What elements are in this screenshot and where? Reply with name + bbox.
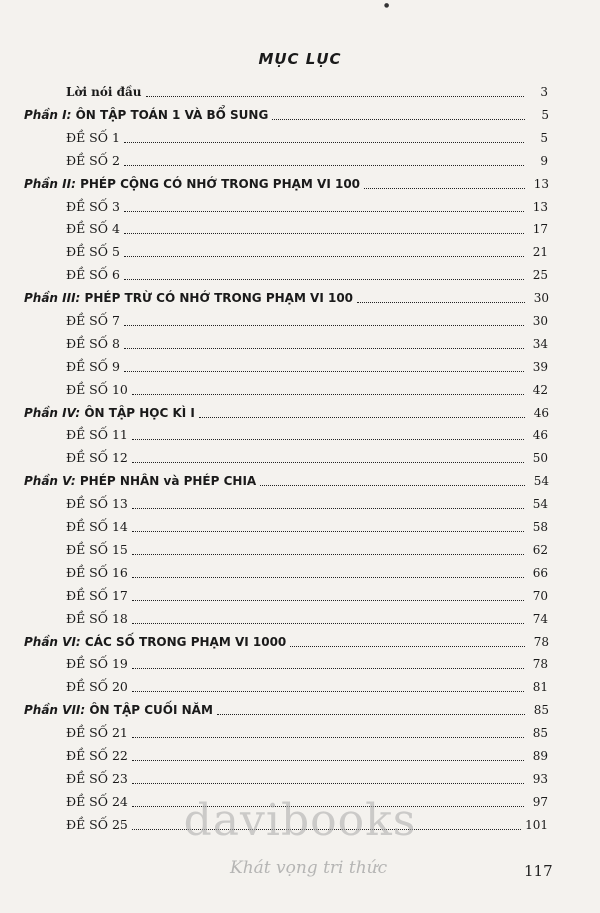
toc-section-prefix: Phần VII: <box>24 703 86 717</box>
toc-entry-label <box>66 128 120 148</box>
toc-entry-page: 9 <box>540 154 548 168</box>
dot-leader <box>132 691 524 692</box>
toc-section-text: ÔN TẬP HỌC KÌ I <box>84 406 195 420</box>
toc-entry-text: ĐỀ SỐ 12 <box>66 450 128 465</box>
toc-entry-label <box>66 563 128 583</box>
toc-entry-label <box>66 334 120 354</box>
toc-entry <box>66 677 548 697</box>
dot-leader <box>132 623 524 624</box>
toc-section-text: ÔN TẬP CUỐI NĂM <box>89 703 213 717</box>
toc-entry-text: ĐỀ SỐ 15 <box>66 542 128 557</box>
toc-entry-page: 97 <box>532 795 548 809</box>
toc-entry-text: ĐỀ SỐ 20 <box>66 679 128 694</box>
toc-section-text: PHÉP CỘNG CÓ NHỚ TRONG PHẠM VI 100 <box>80 177 361 191</box>
toc-entry-label <box>66 540 128 560</box>
toc-section <box>24 471 549 491</box>
toc-section-label <box>24 471 256 491</box>
toc-entry-text: ĐỀ SỐ 9 <box>66 359 120 374</box>
toc-entry <box>66 242 548 262</box>
toc-entry <box>66 563 548 583</box>
watermark-brand: davibooks <box>183 795 417 846</box>
dot-leader <box>124 165 524 166</box>
toc-entry-label <box>66 746 128 766</box>
toc-entry-label <box>66 448 128 468</box>
toc-intro-label <box>66 82 142 102</box>
toc-entry-page: 46 <box>532 428 548 442</box>
toc-entry-text: ĐỀ SỐ 19 <box>66 656 128 671</box>
toc-entry-page: 62 <box>532 543 548 557</box>
dot-leader <box>132 737 524 738</box>
toc-entry-text: ĐỀ SỐ 10 <box>66 382 128 397</box>
toc-entry-text: ĐỀ SỐ 8 <box>66 336 120 351</box>
toc-entry-text: ĐỀ SỐ 16 <box>66 565 128 580</box>
toc-entry-page: 81 <box>532 680 548 694</box>
toc-entry <box>66 265 548 285</box>
dot-leader <box>132 508 524 509</box>
toc-entry-label <box>66 265 120 285</box>
toc-section-page: 30 <box>533 291 549 305</box>
dot-leader <box>272 119 525 120</box>
toc-section-label <box>24 403 195 423</box>
toc-entry-text: ĐỀ SỐ 6 <box>66 267 120 282</box>
toc-entry <box>66 380 548 400</box>
dot-leader <box>124 211 524 212</box>
toc-entry <box>66 609 548 629</box>
dot-leader <box>124 256 524 257</box>
toc-entry <box>66 128 548 148</box>
toc-entry <box>66 151 548 171</box>
toc-section <box>24 632 549 652</box>
toc-section-text: PHÉP NHÂN và PHÉP CHIA <box>79 474 257 488</box>
dot-leader <box>124 279 524 280</box>
dot-leader <box>132 531 524 532</box>
page-title: MỤC LỤC <box>258 50 342 68</box>
toc-section-label <box>24 174 360 194</box>
toc-entry-label <box>66 723 128 743</box>
toc-entry-text: ĐỀ SỐ 7 <box>66 313 120 328</box>
toc-entry <box>66 494 548 514</box>
toc-entry-label <box>66 677 128 697</box>
dot-leader <box>132 577 524 578</box>
toc-entry-label <box>66 792 128 812</box>
toc-section-page: 5 <box>541 108 549 122</box>
toc-entry-text: ĐỀ SỐ 23 <box>66 771 128 786</box>
toc-entry-page: 34 <box>532 337 548 351</box>
dot-leader <box>199 417 525 418</box>
toc-entry-page: 93 <box>532 772 548 786</box>
toc-entry-page: 70 <box>532 589 548 603</box>
toc-entry-page: 21 <box>532 245 548 259</box>
toc-entry-label <box>66 311 120 331</box>
toc-entry-page: 50 <box>532 451 548 465</box>
toc-intro-page: 3 <box>540 85 548 99</box>
dot-leader <box>132 783 524 784</box>
toc-entry <box>66 334 548 354</box>
toc-entry-text: ĐỀ SỐ 3 <box>66 199 120 214</box>
toc-entry-page: 78 <box>532 657 548 671</box>
toc-entry-text: ĐỀ SỐ 14 <box>66 519 128 534</box>
toc-entry-label <box>66 517 128 537</box>
toc-entry <box>66 357 548 377</box>
toc-section-text: ÔN TẬP TOÁN 1 VÀ BỔ SUNG <box>75 108 269 122</box>
toc-section-text: PHÉP TRỪ CÓ NHỚ TRONG PHẠM VI 100 <box>84 291 354 305</box>
toc-section-prefix: Phần IV: <box>24 406 81 420</box>
dot-leader <box>260 485 525 486</box>
toc-entry <box>66 769 548 789</box>
toc-entry-text: ĐỀ SỐ 17 <box>66 588 128 603</box>
toc-entry-label <box>66 151 120 171</box>
toc-section-label <box>24 632 286 652</box>
toc-section-label <box>24 700 213 720</box>
toc-entry-page: 17 <box>532 222 548 236</box>
dot-leader <box>290 646 525 647</box>
toc-entry <box>66 746 548 766</box>
toc-entry-page: 5 <box>540 131 548 145</box>
toc-entry <box>66 448 548 468</box>
toc-entry-page: 66 <box>532 566 548 580</box>
toc-entry <box>66 654 548 674</box>
toc-entry-page: 42 <box>532 383 548 397</box>
toc-section-page: 13 <box>533 177 549 191</box>
toc-entry-page: 74 <box>532 612 548 626</box>
toc-entry-text: ĐỀ SỐ 24 <box>66 794 128 809</box>
dot-leader <box>124 371 524 372</box>
toc-entry-text: ĐỀ SỐ 22 <box>66 748 128 763</box>
toc-entry-page: 13 <box>532 200 548 214</box>
toc-section-page: 78 <box>533 635 549 649</box>
toc-entry-text: ĐỀ SỐ 21 <box>66 725 128 740</box>
toc-entry-label <box>66 654 128 674</box>
toc-entry-page: 30 <box>532 314 548 328</box>
toc-entry-page: 39 <box>532 360 548 374</box>
toc-entry-text: ĐỀ SỐ 2 <box>66 153 120 168</box>
toc-entry <box>66 219 548 239</box>
toc-entry-label <box>66 380 128 400</box>
toc-entry-page: 85 <box>532 726 548 740</box>
toc-section <box>24 288 549 308</box>
toc-section-prefix: Phần III: <box>24 291 81 305</box>
dot-leader <box>132 760 524 761</box>
toc-intro <box>66 82 548 102</box>
dot-leader <box>132 668 524 669</box>
toc-entry-text: ĐỀ SỐ 18 <box>66 611 128 626</box>
toc-section-page: 85 <box>533 703 549 717</box>
toc-entry-text: ĐỀ SỐ 1 <box>66 130 120 145</box>
toc-entry-label <box>66 197 120 217</box>
toc-intro-text: Lời nói đầu <box>66 85 142 99</box>
dot-leader <box>357 302 525 303</box>
toc-entry-text: ĐỀ SỐ 11 <box>66 427 128 442</box>
toc-entry-label <box>66 815 128 835</box>
toc-section-prefix: Phần II: <box>24 177 76 191</box>
dot-leader <box>132 439 524 440</box>
toc-entry <box>66 723 548 743</box>
toc-section-label <box>24 288 353 308</box>
toc-entry <box>66 311 548 331</box>
toc-entry <box>66 197 548 217</box>
dot-leader <box>217 714 525 715</box>
watermark-tagline: Khát vọng tri thức <box>230 858 388 878</box>
toc-section <box>24 105 549 125</box>
toc-entry-page: 25 <box>532 268 548 282</box>
toc-section <box>24 403 549 423</box>
toc-entry-text: ĐỀ SỐ 4 <box>66 221 120 236</box>
toc-section-prefix: Phần V: <box>24 474 76 488</box>
toc-entry-label <box>66 494 128 514</box>
toc-section-prefix: Phần VI: <box>24 635 81 649</box>
toc-entry-text: ĐỀ SỐ 5 <box>66 244 120 259</box>
toc-section <box>24 174 549 194</box>
toc-entry-label <box>66 586 128 606</box>
toc-entry-label <box>66 357 120 377</box>
toc-entry-label <box>66 609 128 629</box>
scan-speck: ● <box>384 2 390 9</box>
dot-leader <box>124 233 524 234</box>
toc-entry-page: 89 <box>532 749 548 763</box>
toc-section-page: 54 <box>533 474 549 488</box>
dot-leader <box>146 96 524 97</box>
toc-entry-text: ĐỀ SỐ 25 <box>66 817 128 832</box>
toc-entry-page: 54 <box>532 497 548 511</box>
dot-leader <box>124 348 524 349</box>
dot-leader <box>132 394 524 395</box>
toc-section-text: CÁC SỐ TRONG PHẠM VI 1000 <box>84 635 287 649</box>
dot-leader <box>124 142 524 143</box>
toc-entry-label <box>66 219 120 239</box>
toc-entry <box>66 425 548 445</box>
toc-section-page: 46 <box>533 406 549 420</box>
toc-entry-page: 58 <box>532 520 548 534</box>
toc-entry <box>66 540 548 560</box>
toc-entry <box>66 586 548 606</box>
page-number: 117 <box>524 862 553 880</box>
toc-entry-label <box>66 769 128 789</box>
dot-leader <box>364 188 525 189</box>
toc-section-label <box>24 105 268 125</box>
dot-leader <box>132 554 524 555</box>
toc-entry-page: 101 <box>525 818 548 832</box>
toc-section <box>24 700 549 720</box>
toc-entry <box>66 517 548 537</box>
toc-entry-text: ĐỀ SỐ 13 <box>66 496 128 511</box>
toc-entry-label <box>66 242 120 262</box>
toc-entry-label <box>66 425 128 445</box>
dot-leader <box>132 462 524 463</box>
toc-section-prefix: Phần I: <box>24 108 72 122</box>
dot-leader <box>132 600 524 601</box>
dot-leader <box>124 325 524 326</box>
